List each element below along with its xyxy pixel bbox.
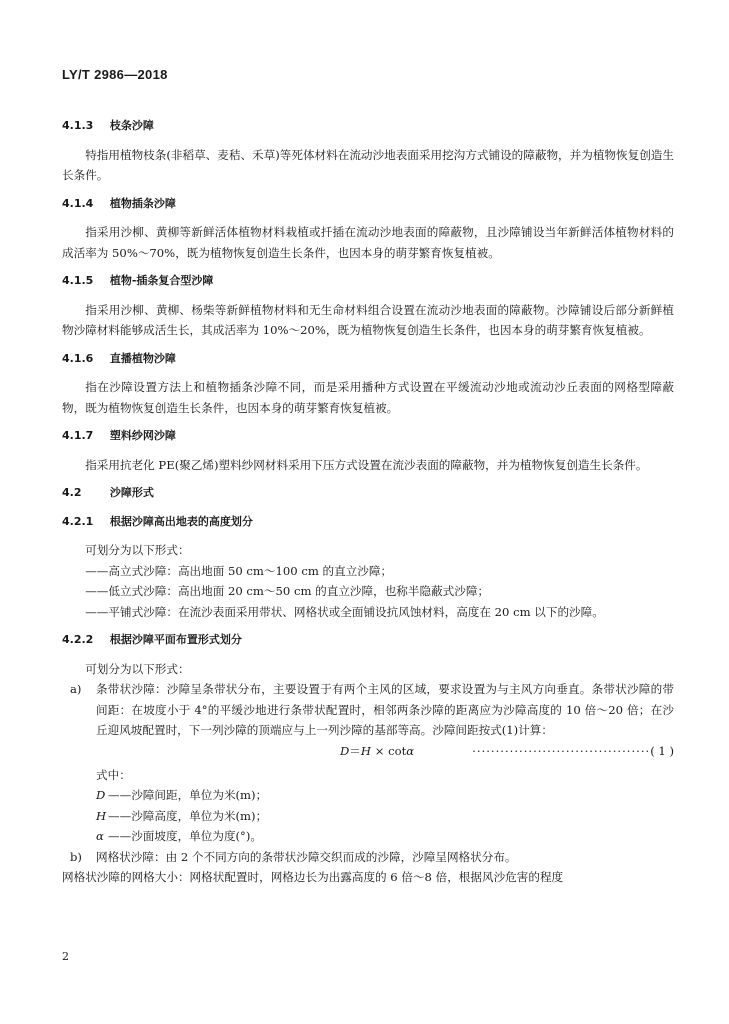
section-number: 4.1.4 [62,196,94,210]
section-paragraph: 指在沙障设置方法上和植物插条沙障不同，而是采用播种方式设置在平缓流动沙地或流动沙丘表面的网格型障蔽物，既为植物恢复创造生长条件，也因本身的萌芽繁育恢复植被。 [62,380,674,415]
section-paragraph: 指采用沙柳、黄柳、杨柴等新鲜植物材料和无生命材料组合设置在流动沙地表面的障蔽物。沙障铺设后部分新鲜植物沙障材料能够成活生长，其成活率为 10%～20%，既为植物恢复创造生长条件，也因本身的萌芽繁育恢复植被。 [62,302,674,337]
section-heading-4-1-5 [62,271,674,292]
section-title: 塑料纱网沙障 [109,429,176,442]
where-label: 式中： [96,767,131,782]
section-heading-4-1-6 [62,349,674,370]
section-number: 4.2.1 [62,514,94,528]
standard-code: LY/T 2986—2018 [62,67,168,82]
formula-times: × [374,743,385,758]
formula-cot: cot [388,743,407,758]
section-number: 4.1.5 [62,274,94,287]
continuation-paragraph: 网格状沙障的网格大小：网格状配置时，网格边长为出露高度的 6 倍～8 倍，根据风沙危害的程度 [62,870,564,884]
formula-number [470,741,674,762]
section-number: 4.2.2 [62,633,94,646]
where-symbol: H [96,808,107,823]
section-number: 4.1.7 [62,429,94,442]
where-desc: ——沙面坡度，单位为度(°)。 [108,829,262,843]
equation-number: ( 1 ) [650,743,674,758]
section-title: 根据沙障高出地表的高度划分 [109,514,253,528]
formula-lhs: D [340,743,350,758]
section-heading-4-1-4 [62,194,674,215]
item-marker: a) [70,682,82,696]
intro-line: 可划分为以下形式： [85,543,190,557]
formula-equals: ＝ [349,743,361,758]
where-symbol: α [96,829,104,843]
section-heading-4-2 [62,483,674,504]
where-symbol: D [96,788,106,802]
item-text: 网格状沙障：由 2 个不同方向的条带状沙障交织而成的沙障，沙障呈网格状分布。 [96,849,517,864]
document-body [62,108,674,888]
item-text: 条带状沙障：沙障呈条带状分布，主要设置于有两个主风的区域，要求设置为与主风方向垂直。条带状沙障的带间距：在坡度小于 4°的平缓沙地进行条带状配置时，相邻两条沙障的距离应为沙障高度的 10 倍～20 倍；在沙丘迎风坡配置时，下一列沙障的顶端应与上一列沙障的基部等高。沙障间距按式(1)计算： [96,682,674,737]
section-paragraph: 特指用植物枝条(非稻草、麦秸、禾草)等死体材料在流动沙地表面采用挖沟方式铺设的障蔽物，并为植物恢复创造生长条件。 [62,147,674,182]
section-number: 4.2 [62,486,82,499]
section-number: 4.1.3 [62,119,94,132]
section-title: 沙障形式 [109,486,154,499]
section-heading-4-2-2 [62,630,674,651]
formula-alpha: α [406,743,415,758]
section-heading-4-2-1 [62,512,674,533]
formula [340,741,414,762]
where-line [62,806,674,827]
list-item-b [62,847,674,868]
section-heading-4-1-7 [62,426,674,447]
formula-h: H [360,743,372,758]
leader-dots: ······································ [472,743,651,758]
item-marker: b) [70,849,82,864]
list-line: ——平铺式沙障：在流沙表面采用带状、网格状或全面铺设抗风蚀材料，高度在 20 cm 以下的沙障。 [85,604,604,619]
section-title: 植物-插条复合型沙障 [109,274,214,287]
section-heading-4-1-3 [62,116,674,137]
list-item-a [62,679,674,741]
formula-row [62,741,674,765]
list-line: ——高立式沙障：高出地面 50 cm～100 cm 的直立沙障； [85,563,393,578]
where-line [62,826,674,847]
section-paragraph: 指采用抗老化 PE(聚乙烯)塑料纱网材料采用下压方式设置在流沙表面的障蔽物，并为植物恢复创造生长条件。 [85,457,648,472]
section-number: 4.1.6 [62,351,94,365]
section-paragraph: 指采用沙柳、黄柳等新鲜活体植物材料栽植或扦插在流动沙地表面的障蔽物，且沙障铺设当年新鲜活体植物材料的成活率为 50%～70%，既为植物恢复创造生长条件，也因本身的萌芽繁育恢复植被。 [62,225,674,260]
intro-line: 可划分为以下形式： [85,661,190,676]
section-title: 植物插条沙障 [109,196,176,210]
section-title: 根据沙障平面布置形式划分 [109,633,242,646]
where-desc: ——沙障间距，单位为米(m)； [108,788,268,802]
section-title: 直播植物沙障 [109,351,176,365]
where-line [62,785,674,806]
list-line: ——低立式沙障：高出地面 20 cm～50 cm 的直立沙障，也称半隐蔽式沙障； [85,584,490,598]
page-number: 2 [62,950,69,963]
where-desc: ——沙障高度，单位为米(m)； [108,808,268,823]
section-title: 枝条沙障 [109,119,154,132]
